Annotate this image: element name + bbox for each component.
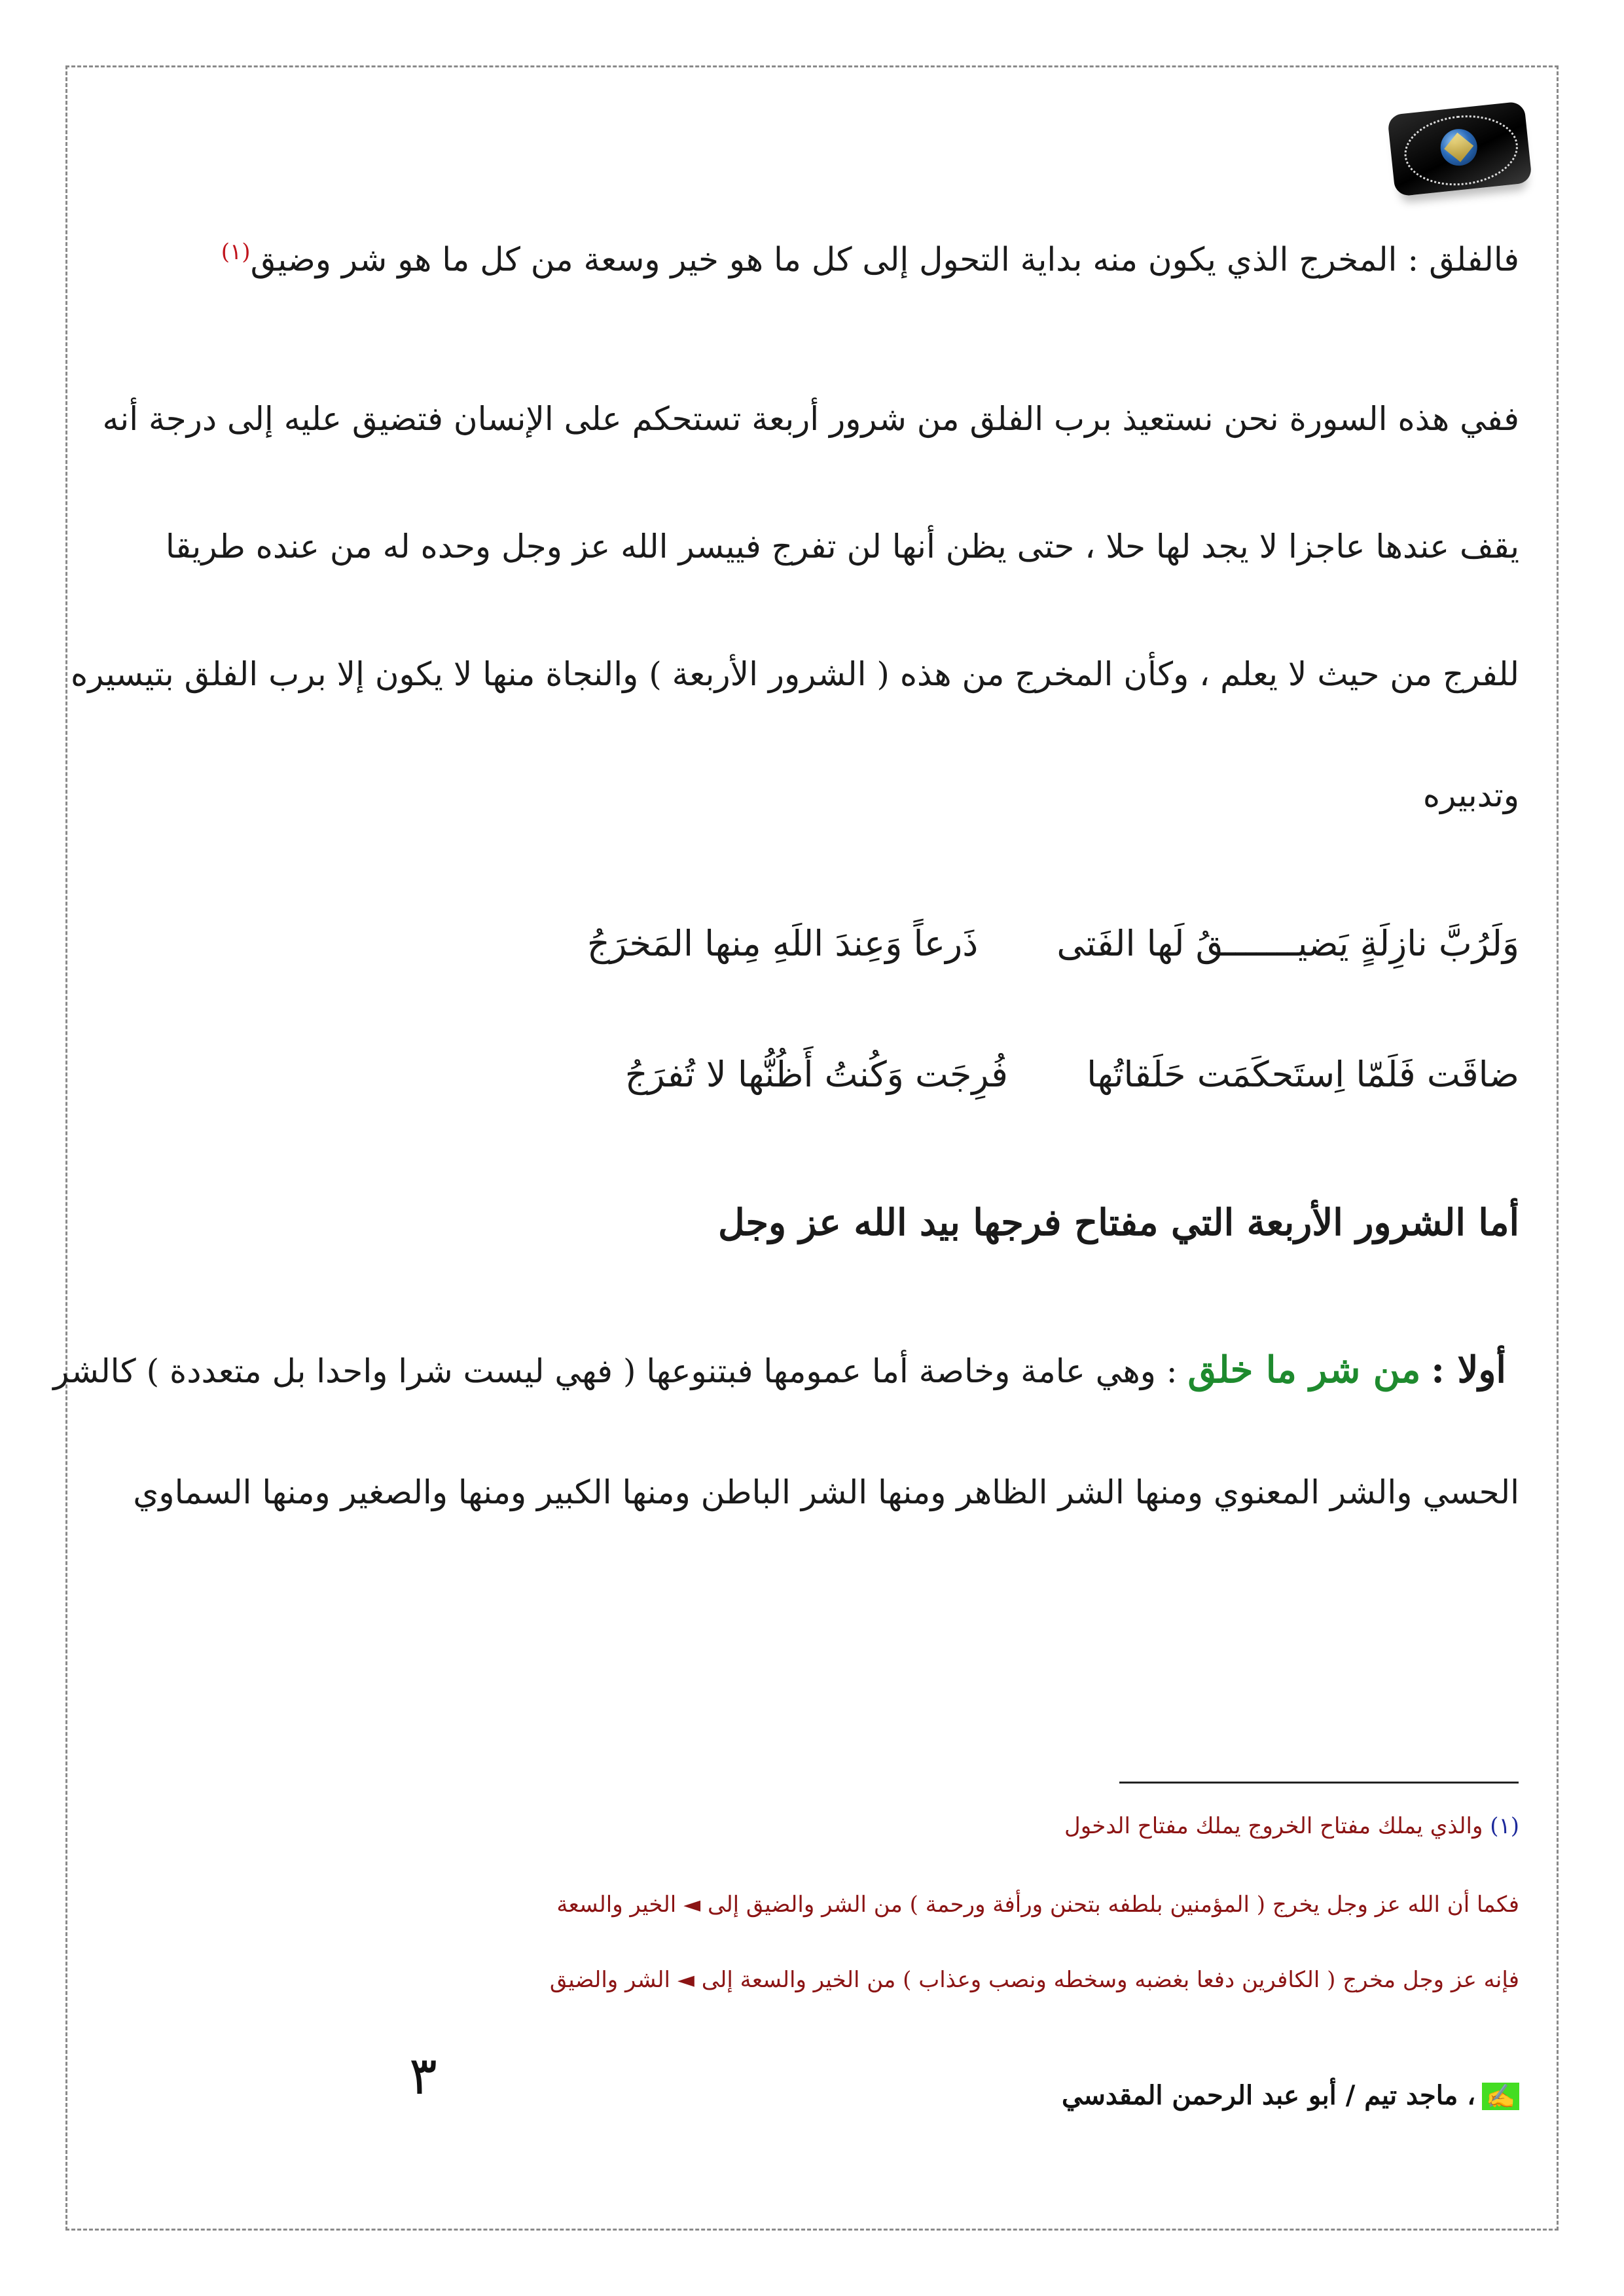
poem-line-2 <box>625 1054 1519 1096</box>
arrow-left-icon: ◄ <box>677 1967 695 1993</box>
paragraph-line-3: للفرج من حيث لا يعلم ، وكأن المخرج من هذه ( الشرور الأربعة ) والنجاة منها لا يكون إلا برب الفلق بتيسيره <box>71 655 1519 693</box>
poem-hemistich: ضاقَت فَلَمّا اِستَحكَمَت حَلَقاتُها <box>1087 1054 1519 1095</box>
section-heading: أما الشرور الأربعة التي مفتاح فرجها بيد الله عز وجل <box>717 1201 1519 1244</box>
first-label: أولا : <box>1431 1348 1506 1391</box>
poem-line-1 <box>587 923 1519 965</box>
poem-hemistich: فُرِجَت وَكُنتُ أَظُنُّها لا تُفرَجُ <box>624 1054 1008 1095</box>
poem-hemistich: ذَرعاً وَعِندَ اللَهِ مِنها المَخرَجُ <box>586 923 979 964</box>
arrow-left-icon: ◄ <box>683 1892 701 1918</box>
poem-hemistich: وَلَرُبَّ نازِلَةٍ يَضيـــــــقُ لَها الفَتى <box>1056 923 1519 964</box>
paragraph-line-2: يقف عندها عاجزا لا يجد لها حلا ، حتى يظن أنها لن تفرج فييسر الله عز وجل وحده له من عنده طريقا <box>165 528 1519 565</box>
footnote-ref[interactable]: (١) <box>221 239 251 265</box>
footnote-3: فإنه عز وجل مخرج ( الكافرين دفعا بغضبه وسخطه ونصب وعذاب ) من الخير والسعة إلى ◄ الشر والضيق <box>549 1967 1519 1993</box>
footnote-1: (١) والذي يملك مفتاح الخروج يملك مفتاح الدخول <box>1064 1813 1519 1839</box>
footnote-2: فكما أن الله عز وجل يخرج ( المؤمنين بلطفه بتحنن ورأفة ورحمة ) من الشر والضيق إلى ◄ الخير والسعة <box>556 1892 1519 1918</box>
page-number: ٣ <box>409 2045 437 2106</box>
first-description: : وهي عامة وخاصة أما عمومها فبتنوعها ( فهي ليست شرا واحدا بل متعددة ) كالشر <box>53 1352 1178 1390</box>
author-signature: ✍، ماجد تيم / أبو عبد الرحمن المقدسي <box>1062 2080 1519 2111</box>
paragraph-line-4: وتدبيره <box>1422 776 1519 814</box>
footnote-number: (١) <box>1490 1813 1519 1839</box>
pen-icon: ✍ <box>1482 2083 1519 2110</box>
paragraph-line-1: ففي هذه السورة نحن نستعيذ برب الفلق من شرور أربعة تستحكم على الإنسان فتضيق عليه إلى درجة أنه <box>102 400 1519 438</box>
paragraph-definition: فالفلق : المخرج الذي يكون منه بداية التحول إلى كل ما هو خير وسعة من كل ما هو شر وضيق$^{(١)}$ <box>221 239 1519 279</box>
first-title: من شر ما خلق <box>1187 1348 1421 1391</box>
section-second-line: الحسي والشر المعنوي ومنها الشر الظاهر ومنها الشر الباطن ومنها الكبير ومنها والصغير ومنها السماوي <box>133 1473 1519 1511</box>
footnote-divider <box>1119 1782 1519 1784</box>
globe-logo-icon <box>1387 101 1532 196</box>
section-first-line <box>53 1348 1506 1392</box>
